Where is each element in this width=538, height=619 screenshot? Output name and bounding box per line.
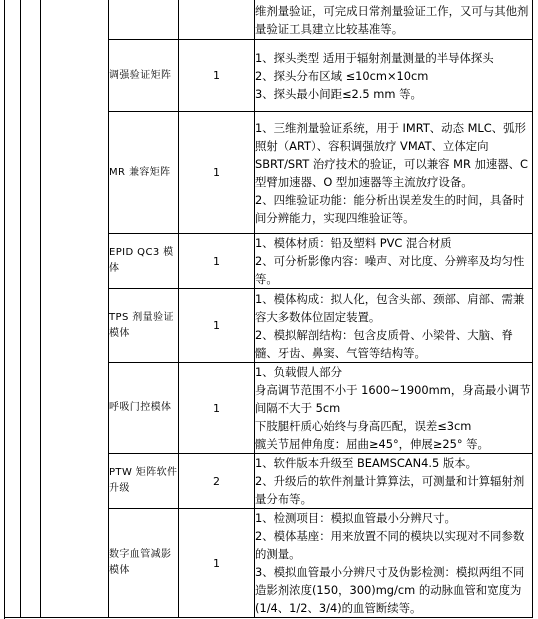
item-name: 数字血管减影模体 [109, 509, 179, 618]
continuation-text: 维剂量验证，可完成日常剂量验证工作，又可与其他剂量验证工具建立比较基准等。 [255, 3, 529, 36]
desc-line: 2、四维验证功能：能分析出误差发生的时间，具备时间分辨能力，实现四维验证等。 [255, 192, 525, 225]
desc-line: 2、升级后的软件剂量计算算法，可测量和计算辐射剂量分布等。 [255, 474, 525, 506]
item-name-cell [109, 0, 179, 40]
desc-line: 2、探头分布区域 ≤10cm×10cm [255, 68, 429, 83]
item-name: EPID QC3 模体 [109, 234, 179, 289]
desc-line: 3、探头最小间距≤2.5 mm 等。 [255, 86, 422, 101]
item-desc [255, 234, 533, 289]
index-cell [5, 0, 21, 618]
item-qty: 1 [179, 234, 255, 289]
category-cell [21, 0, 41, 618]
desc-line: 2、模体基座：用来放置不同的模块以实现对不同参数的测量。 [255, 529, 525, 561]
desc-line: 1、检测项目：模拟血管最小分辨尺寸。 [255, 511, 456, 525]
item-qty: 1 [179, 112, 255, 234]
item-name: MR 兼容矩阵 [109, 112, 179, 234]
equipment-spec-table [4, 0, 533, 618]
desc-line: 髋关节屈伸角度：屈曲≥45°，伸展≥25° 等。 [255, 437, 489, 451]
item-desc [255, 40, 533, 112]
item-name: 调强验证矩阵 [109, 40, 179, 112]
desc-line: 2、可分析影像内容：噪声、对比度、分辨率及均匀性等。 [255, 254, 525, 286]
desc-line: 3、模拟血管最小分辨尺寸及伪影检测：模拟两组不同造影剂浓度(150，300)mg/cm 的动脉血管和宽度为(1/4、1/2、3/4)的血管断续等。 [255, 565, 525, 615]
desc-line: 1、三维剂量验证系统，用于 IMRT、动态 MLC、弧形照射（ART）、容积调强放疗 VMAT、立体定向 SBRT/SRT 治疗技术的验证，可以兼容 MR 加速器、C 型臂加速器、O 型加速器等主流放疗设备。 [255, 120, 529, 189]
qty-cell [179, 0, 255, 40]
desc-line: 下肢腿杆质心始终与身高匹配，误差≤3cm [255, 419, 472, 433]
item-qty: 2 [179, 454, 255, 509]
item-desc [255, 289, 533, 363]
item-qty: 1 [179, 509, 255, 618]
item-desc-cell [255, 0, 533, 40]
item-desc [255, 454, 533, 509]
item-qty: 1 [179, 363, 255, 454]
item-qty: 1 [179, 40, 255, 112]
item-desc [255, 363, 533, 454]
desc-line: 1、探头类型 适用于辐射剂量测量的半导体探头 [255, 50, 494, 65]
desc-line: 1、软件版本升级至 BEAMSCAN4.5 版本。 [255, 456, 478, 470]
table-row [5, 0, 533, 40]
item-name: PTW 矩阵软件升级 [109, 454, 179, 509]
desc-line: 1、模体构成：拟人化，包含头部、颈部、肩部、需兼容大多数体位固定装置。 [255, 291, 525, 324]
desc-line: 身高调节范围不小于 1600~1900mm，身高最小调节间隔不大于 5cm [255, 383, 531, 415]
group-cell [41, 0, 109, 618]
item-desc [255, 112, 533, 234]
item-name: TPS 剂量验证模体 [109, 289, 179, 363]
item-qty: 1 [179, 289, 255, 363]
desc-line: 1、模体材质：铅及塑料 PVC 混合材质 [255, 236, 452, 250]
item-desc [255, 509, 533, 618]
desc-line: 1、负载假人部分 [255, 365, 342, 379]
desc-line: 2、模拟解剖结构：包含皮质骨、小梁骨、大脑、脊髓、牙齿、鼻窦、气管等结构等。 [255, 327, 513, 360]
item-name: 呼吸门控模体 [109, 363, 179, 454]
